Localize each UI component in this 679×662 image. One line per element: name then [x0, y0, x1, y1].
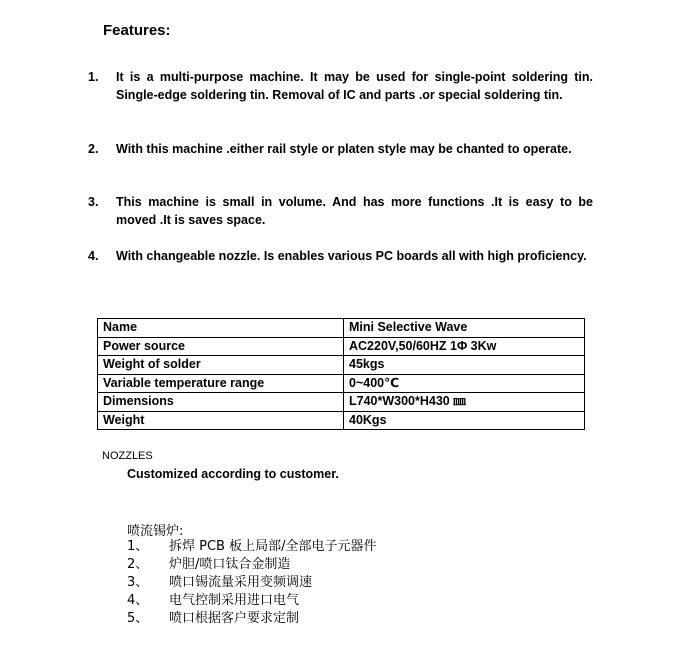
list-item-number: 1、: [127, 539, 149, 554]
chinese-feature-list: [127, 538, 376, 628]
table-row: [98, 411, 585, 430]
feature-item-1: [88, 68, 593, 104]
list-item-text: 喷口根据客户要求定制: [169, 611, 300, 626]
feature-text: With this machine .either rail style or platen style may be chanted to operate.: [116, 142, 572, 156]
list-item: [127, 574, 376, 592]
feature-item-2: [88, 140, 593, 158]
feature-text: It is a multi-purpose machine. It may be used for single-point soldering tin. Single-edge soldering tin. Removal of IC and parts .or special soldering tin.: [116, 70, 593, 102]
chinese-section-title: 喷流锡炉:: [127, 524, 184, 539]
feature-number: 1.: [88, 70, 99, 84]
spec-value: Mini Selective Wave: [344, 319, 585, 338]
table-row: [98, 319, 585, 338]
feature-number: 2.: [88, 142, 99, 156]
spec-key: Name: [98, 319, 344, 338]
list-item-text: 拆焊 PCB 板上局部/全部电子元器件: [169, 539, 377, 554]
list-item: [127, 610, 376, 628]
table-row: [98, 393, 585, 412]
list-item-number: 4、: [127, 593, 149, 608]
nozzles-text: Customized according to customer.: [127, 467, 339, 481]
spec-value: 40Kgs: [344, 411, 585, 430]
spec-value: AC220V,50/60HZ 1Φ 3Kw: [344, 337, 585, 356]
spec-table: [97, 318, 585, 430]
features-heading: Features:: [103, 22, 171, 39]
feature-number: 4.: [88, 249, 99, 263]
feature-text: This machine is small in volume. And has more functions .It is easy to be moved .It is saves space.: [116, 195, 593, 227]
table-row: [98, 374, 585, 393]
spec-value: L740*W300*H430 ㎜: [344, 393, 585, 412]
spec-key: Dimensions: [98, 393, 344, 412]
spec-key: Power source: [98, 337, 344, 356]
list-item-text: 炉胆/喷口钛合金制造: [169, 557, 291, 572]
spec-key: Weight of solder: [98, 356, 344, 375]
list-item-number: 3、: [127, 575, 149, 590]
table-row: [98, 356, 585, 375]
table-row: [98, 337, 585, 356]
nozzles-heading: NOZZLES: [102, 450, 153, 462]
spec-key: Variable temperature range: [98, 374, 344, 393]
spec-key: Weight: [98, 411, 344, 430]
feature-text: With changeable nozzle. Is enables various PC boards all with high proficiency.: [116, 249, 587, 263]
list-item-number: 5、: [127, 611, 149, 626]
feature-item-4: [88, 247, 593, 265]
feature-number: 3.: [88, 195, 99, 209]
spec-value: 0~400℃: [344, 374, 585, 393]
list-item-number: 2、: [127, 557, 149, 572]
list-item-text: 喷口锡流量采用变频调速: [169, 575, 313, 590]
feature-item-3: [88, 193, 593, 229]
list-item-text: 电气控制采用进口电气: [169, 593, 300, 608]
list-item: [127, 592, 376, 610]
list-item: [127, 538, 376, 556]
spec-value: 45kgs: [344, 356, 585, 375]
list-item: [127, 556, 376, 574]
